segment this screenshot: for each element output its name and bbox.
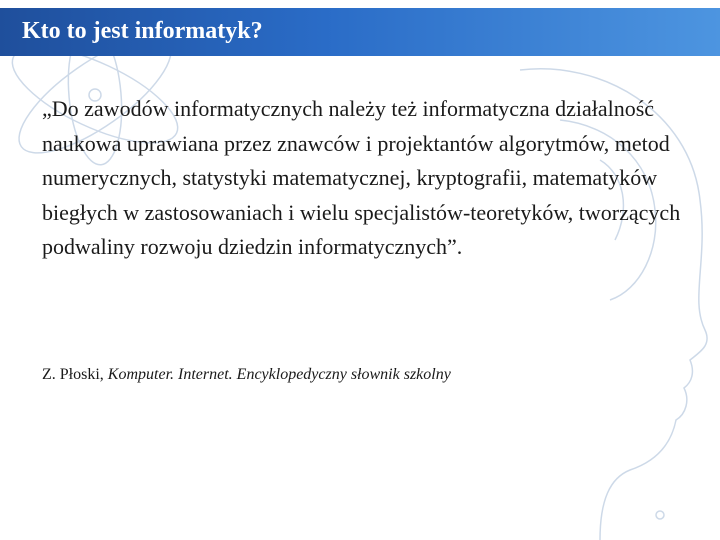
title-bar [0,8,720,56]
citation-author: Z. Płoski, [42,366,108,383]
citation [42,366,692,384]
slide-title: Kto to jest informatyk? [22,18,263,44]
quote-paragraph: „Do zawodów informatycznych należy też informatyczna działalność naukowa uprawiana przez znawców i projektantów algorytmów, metod numerycznych, statystyki matematycznej, kryptografii, matematyków biegłych w zastosowaniach i wielu specjalistów-teoretyków, tworzących podwaliny rozwoju dziedzin informatycznych”. [42,96,681,259]
citation-work-title: Komputer. Internet. Encyklopedyczny słownik szkolny [107,366,451,383]
